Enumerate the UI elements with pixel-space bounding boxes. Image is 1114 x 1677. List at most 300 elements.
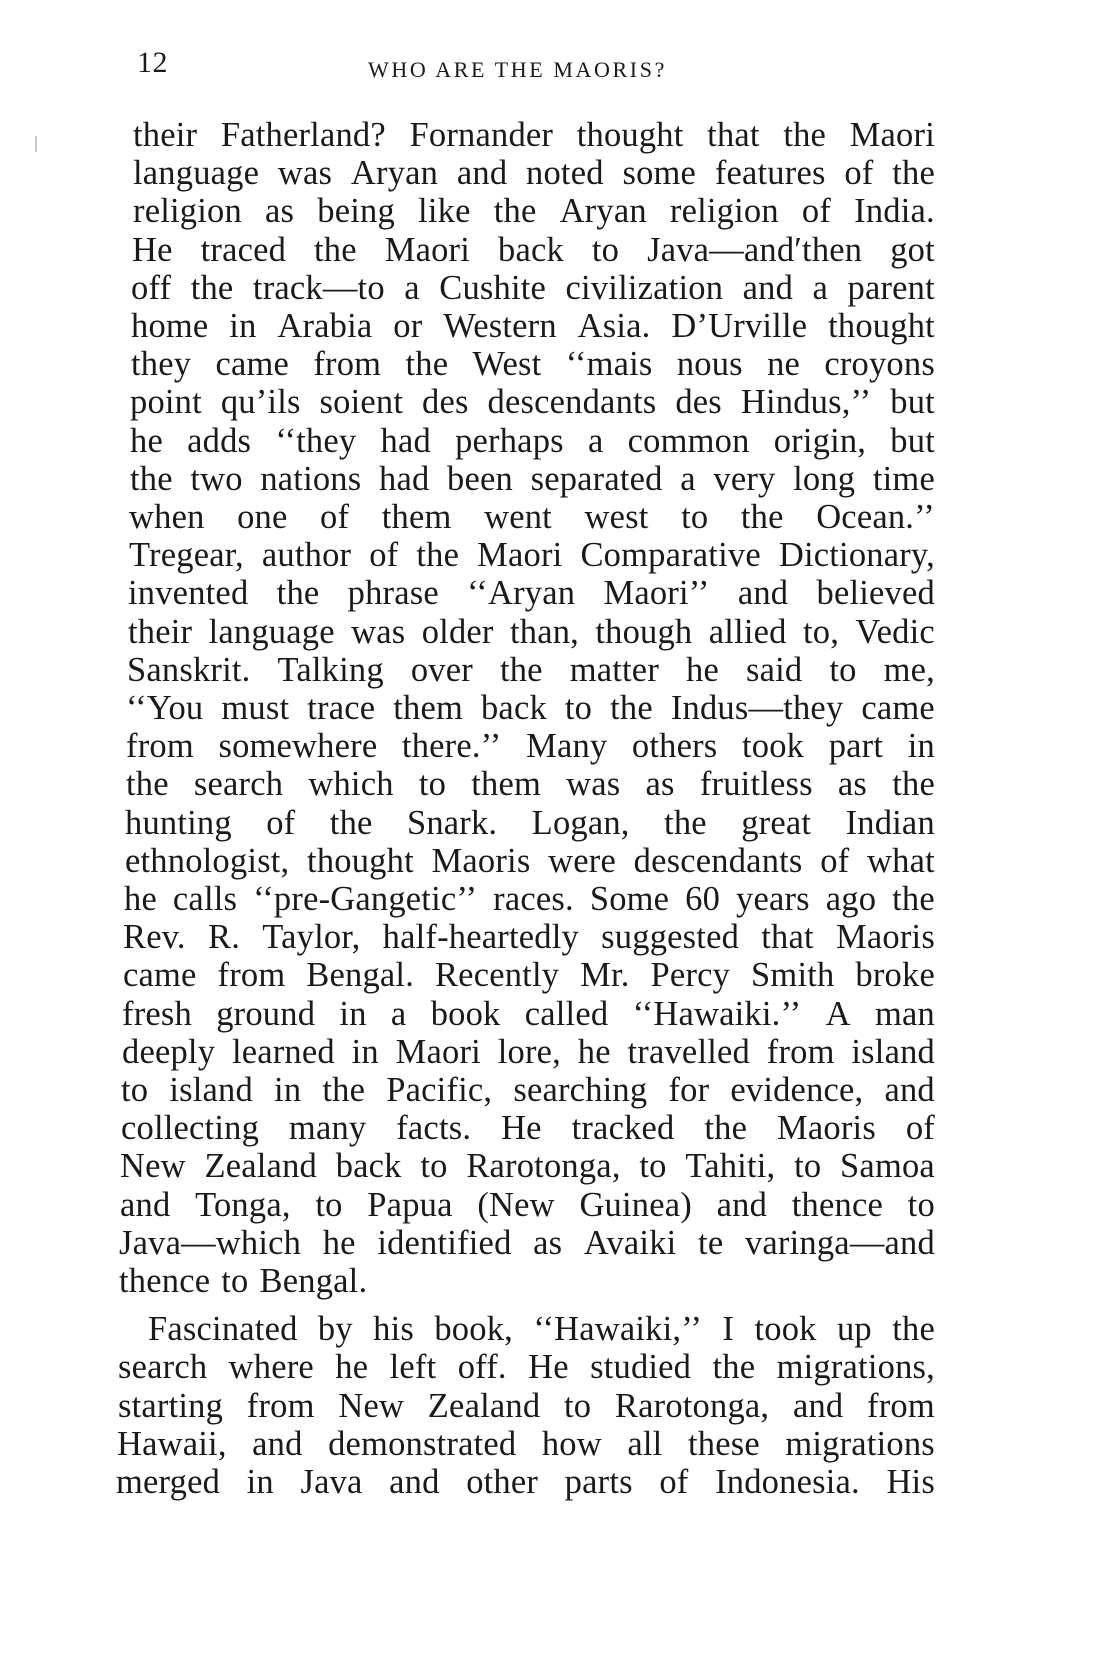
word: thence [119, 1262, 211, 1300]
word: west [584, 498, 649, 536]
word: des [675, 383, 722, 422]
word: than, [509, 612, 579, 651]
word: R. [207, 918, 241, 957]
word: Hawaii, [117, 1424, 227, 1463]
word: facts. [396, 1109, 472, 1148]
word: Indus—they [670, 689, 844, 727]
word: Ocean.’’ [816, 498, 935, 536]
word: features [714, 154, 826, 193]
word: fresh [122, 994, 192, 1033]
word: and [120, 1185, 171, 1224]
word: were [548, 841, 616, 880]
word: a [587, 421, 604, 460]
word: book [430, 994, 501, 1033]
word: that [761, 918, 814, 957]
word: them [381, 498, 452, 536]
word: the [314, 230, 357, 269]
word: older [421, 612, 494, 651]
word: off. [457, 1348, 507, 1387]
word: broke [855, 956, 935, 995]
word: off [131, 268, 172, 307]
word: back [335, 1147, 402, 1186]
word: New [120, 1147, 186, 1186]
word: as [533, 1223, 563, 1262]
word: home [131, 307, 209, 345]
word: from [217, 956, 286, 995]
word: many [288, 1109, 367, 1148]
word: Maoris [836, 918, 935, 957]
word: island [851, 1032, 935, 1071]
text-line [123, 918, 935, 956]
text-line [130, 460, 935, 498]
word: Tahiti, [685, 1147, 776, 1186]
word: their [133, 116, 198, 154]
word: Aryan [559, 192, 647, 231]
word: Western [443, 307, 557, 345]
word: Snark. [406, 803, 498, 842]
page-number: 12 [137, 46, 168, 79]
word: he [130, 421, 163, 460]
word: tracked [571, 1109, 675, 1148]
word: ‘‘they [275, 421, 357, 460]
word: Some [589, 880, 670, 918]
word: ‘‘You [126, 689, 204, 727]
word: to [315, 1185, 343, 1224]
text-line [120, 1147, 935, 1185]
word: the [892, 765, 935, 804]
word: calls [172, 880, 238, 918]
word: Rev. [123, 918, 186, 957]
word: civilization [565, 268, 724, 307]
word: adds [187, 421, 252, 460]
word: them [471, 765, 541, 804]
word: was [277, 154, 333, 193]
word: what [867, 841, 935, 880]
word: the [892, 154, 935, 193]
word: nations [260, 459, 362, 498]
word: A [825, 994, 851, 1033]
word: back [498, 230, 564, 269]
word: he [335, 1348, 369, 1387]
word: parent [847, 268, 935, 307]
word: took [754, 1310, 817, 1349]
word: to [121, 1071, 149, 1109]
word: Maori [477, 536, 563, 575]
word: had [379, 459, 430, 498]
word: deeply [122, 1032, 216, 1071]
word: came [215, 345, 290, 384]
text-line [132, 231, 935, 269]
word: the [892, 880, 935, 918]
text-line [133, 116, 935, 154]
word: Fatherland? [220, 116, 386, 154]
word: thought [576, 116, 684, 154]
text-line [120, 1186, 935, 1224]
word: ‘‘Aryan [467, 574, 576, 613]
word: thence [791, 1185, 883, 1224]
word: the [664, 803, 707, 842]
word: said [745, 650, 803, 689]
word: and [252, 1424, 303, 1463]
text-line [125, 842, 935, 880]
word: the [704, 1109, 748, 1148]
word: that [707, 116, 760, 154]
word: of [320, 498, 350, 536]
word: the [493, 192, 537, 231]
text-line [125, 804, 935, 842]
word: ne [767, 345, 801, 384]
text-line [118, 1348, 935, 1386]
word: learned [231, 1032, 335, 1071]
word: Tonga, [195, 1185, 291, 1224]
word: other [466, 1463, 539, 1501]
word: where [228, 1348, 314, 1387]
word: ethnologist, [125, 841, 290, 880]
word: to [794, 1147, 822, 1186]
word: part [828, 727, 884, 766]
word: by [317, 1310, 353, 1349]
text-line [133, 192, 935, 230]
word: phrase [347, 574, 439, 613]
word: in [274, 1071, 302, 1109]
text-line [122, 1033, 935, 1071]
word: travelled [627, 1032, 750, 1071]
word: Bengal. [306, 956, 415, 995]
word: varinga—and [744, 1223, 935, 1262]
word: Maori [849, 116, 935, 154]
word: to [563, 1386, 592, 1425]
word: language [133, 154, 260, 193]
word: of [820, 841, 850, 880]
word: or [393, 307, 423, 345]
word: the [126, 765, 169, 804]
word: as [265, 192, 295, 231]
word: D’Urville [671, 307, 808, 345]
word: Comparative [580, 536, 761, 575]
word: which [308, 765, 394, 804]
word: identified [377, 1223, 512, 1262]
word: search [193, 765, 284, 804]
word: collecting [121, 1109, 260, 1148]
word: to [420, 1147, 448, 1186]
word: Asia. [577, 307, 651, 345]
text-line [122, 995, 935, 1033]
word: invented [128, 574, 249, 613]
word: been [447, 459, 513, 498]
text-line [121, 1071, 935, 1109]
word: perhaps [455, 421, 564, 460]
word: thought [307, 841, 414, 880]
word: races. [493, 880, 574, 918]
word: up [836, 1310, 872, 1349]
word: noted [526, 154, 604, 193]
word: Zealand [204, 1147, 317, 1186]
word: Logan, [531, 803, 630, 842]
word: from [246, 1386, 315, 1425]
text-line [130, 383, 935, 421]
paragraph-end-line [119, 1262, 367, 1300]
text-line [131, 345, 935, 383]
paragraph-first-line [148, 1310, 935, 1348]
word: Papua [367, 1185, 453, 1224]
word: a [812, 268, 829, 307]
word: Smith [751, 956, 835, 995]
word: went [484, 498, 552, 536]
word: Java—and′then [647, 230, 863, 269]
word: fruitless [699, 765, 813, 804]
word: and [742, 268, 794, 307]
word: in [907, 727, 935, 766]
word: in [246, 1463, 274, 1501]
word: the [322, 1071, 366, 1109]
word: ground [216, 994, 316, 1033]
word: demonstrated [328, 1424, 517, 1463]
word: two [190, 459, 243, 498]
word: of [905, 1109, 935, 1148]
word: point [130, 383, 202, 422]
word: Cushite [439, 268, 547, 307]
word: track—to [252, 268, 385, 307]
word: Maoris [777, 1109, 876, 1148]
word: Maoris [431, 841, 531, 880]
word: New [338, 1386, 405, 1425]
word: Hindus,’’ [740, 383, 872, 422]
word: to [907, 1185, 935, 1224]
word: how [541, 1424, 602, 1463]
word: the [740, 498, 784, 536]
word: from [867, 1386, 935, 1425]
text-line [119, 1224, 935, 1262]
word: to [564, 689, 593, 727]
word: and [456, 154, 508, 193]
word: migrations [785, 1424, 935, 1463]
word: author [261, 536, 352, 575]
word: thought [828, 307, 935, 345]
word: Maori [384, 230, 471, 269]
word: hunting [125, 803, 232, 842]
word: left [389, 1348, 437, 1387]
word: for [668, 1071, 710, 1109]
word: had [380, 421, 431, 460]
word: of [844, 154, 874, 193]
word: time [872, 459, 935, 498]
word: soient [319, 383, 404, 422]
word: to [591, 230, 620, 269]
word: but [890, 383, 935, 422]
running-head: WHO ARE THE MAORIS? [368, 57, 667, 82]
word: ‘‘Hawaiki.’’ [632, 994, 802, 1033]
word: though [595, 612, 693, 651]
word: Guinea) [579, 1185, 692, 1224]
word: all [627, 1424, 663, 1463]
word: of [266, 803, 296, 842]
word: language [208, 612, 335, 651]
word: of [659, 1463, 689, 1501]
word: lore, [497, 1032, 561, 1071]
word: came [861, 689, 935, 727]
word: croyons [824, 345, 935, 384]
word: des [422, 383, 469, 422]
word: from [766, 1032, 835, 1071]
word: and [792, 1386, 844, 1425]
word: Dictionary, [778, 536, 935, 575]
word: somewhere [218, 727, 378, 766]
word: Arabia [277, 307, 373, 345]
text-line [121, 1109, 935, 1147]
word: the [329, 803, 373, 842]
word: to [221, 1262, 249, 1300]
word: years [736, 880, 810, 918]
word: Many [526, 727, 608, 766]
word: Avaiki [583, 1223, 677, 1262]
text-line [116, 1463, 935, 1501]
word: a [390, 994, 407, 1033]
word: search [118, 1348, 208, 1387]
word: separated [530, 459, 663, 498]
word: and [737, 574, 789, 613]
word: He [528, 1348, 569, 1387]
word: allied [708, 612, 787, 651]
word: was [566, 765, 621, 804]
word: Mr. [580, 956, 630, 995]
word: book, [434, 1310, 513, 1349]
word: Talking [277, 650, 384, 689]
word: of [801, 192, 832, 231]
word: believed [816, 574, 935, 613]
word: West [472, 345, 542, 384]
text-line [117, 1425, 935, 1463]
word: the [712, 1348, 756, 1387]
text-line [129, 536, 935, 574]
word: ‘‘pre-Gangetic’’ [253, 880, 478, 918]
text-line [130, 422, 935, 460]
word: and [884, 1071, 935, 1109]
text-line [124, 880, 935, 918]
word: Java [300, 1463, 363, 1501]
word: He [132, 230, 173, 269]
text-line [126, 765, 935, 803]
word: qu’ils [220, 383, 301, 422]
word: (New [477, 1185, 555, 1224]
word: trace [307, 689, 376, 727]
word: Tregear, [129, 536, 244, 575]
text-line [131, 307, 935, 345]
word: a [404, 268, 420, 307]
word: Vedic [855, 612, 935, 651]
word: the [276, 574, 320, 613]
word: India. [854, 192, 935, 231]
word: long [793, 459, 856, 498]
text-line [129, 498, 935, 536]
word: to, [802, 612, 840, 651]
text-line [126, 727, 935, 765]
word: 60 [685, 880, 721, 918]
text-line [118, 1387, 935, 1425]
word: man [874, 994, 935, 1033]
word: to [639, 1147, 667, 1186]
word: half-heartedly [382, 918, 579, 957]
word: but [890, 421, 935, 460]
word: He [501, 1109, 542, 1148]
word: called [524, 994, 609, 1033]
word: religion [669, 192, 779, 231]
word: Indonesia. [715, 1463, 860, 1501]
word: migrations, [776, 1348, 935, 1387]
word: common [627, 421, 750, 460]
word: in [351, 1032, 379, 1071]
word: the [892, 1310, 935, 1349]
word: studied [590, 1348, 692, 1387]
word: was [351, 612, 406, 651]
word: Taylor, [262, 918, 361, 957]
word: as [645, 765, 675, 804]
word: Pacific, [386, 1071, 493, 1109]
word: Recently [434, 956, 560, 995]
text-line [128, 574, 935, 612]
word: Maori’’ [603, 574, 710, 613]
word: they [131, 345, 192, 384]
word: great [741, 803, 812, 842]
word: ‘‘mais [565, 345, 653, 384]
word: I [722, 1310, 735, 1349]
word: the [499, 650, 543, 689]
word: parts [564, 1463, 633, 1501]
word: got [890, 230, 935, 269]
text-line [131, 269, 935, 307]
word: he [322, 1223, 356, 1262]
word: his [373, 1310, 415, 1349]
word: others [631, 727, 718, 766]
word: he [124, 880, 157, 918]
word: Fascinated [148, 1310, 298, 1349]
word: Fornander [409, 116, 554, 154]
word: in [339, 994, 367, 1033]
word: as [837, 765, 868, 804]
word: me, [883, 650, 935, 689]
word: evidence, [730, 1071, 864, 1109]
word: Zealand [427, 1386, 541, 1425]
word: and [389, 1463, 440, 1501]
word: the [405, 345, 449, 384]
word: very [713, 459, 776, 498]
word: ‘‘Hawaiki,’’ [533, 1310, 703, 1349]
word: nous [676, 345, 743, 384]
word: religion [133, 192, 242, 231]
word: the [416, 536, 460, 575]
word: island [169, 1071, 253, 1109]
word: came [123, 956, 197, 995]
word: Maori [395, 1032, 481, 1071]
word: ago [825, 880, 877, 918]
word: matter [569, 650, 660, 689]
word: to [418, 765, 447, 804]
text-line [126, 689, 935, 727]
word: Indian [845, 803, 935, 842]
word: the [783, 116, 827, 154]
word: te [698, 1223, 724, 1262]
word: from [313, 345, 382, 384]
word: descendants [487, 383, 657, 422]
text-line [133, 154, 935, 192]
word: searching [513, 1071, 648, 1109]
word: he [577, 1032, 611, 1071]
word: a [680, 459, 696, 498]
word: Sanskrit. [127, 650, 251, 689]
word: starting [118, 1386, 224, 1425]
word: descendants [633, 841, 803, 880]
word: Samoa [840, 1147, 935, 1186]
word: like [418, 192, 471, 231]
